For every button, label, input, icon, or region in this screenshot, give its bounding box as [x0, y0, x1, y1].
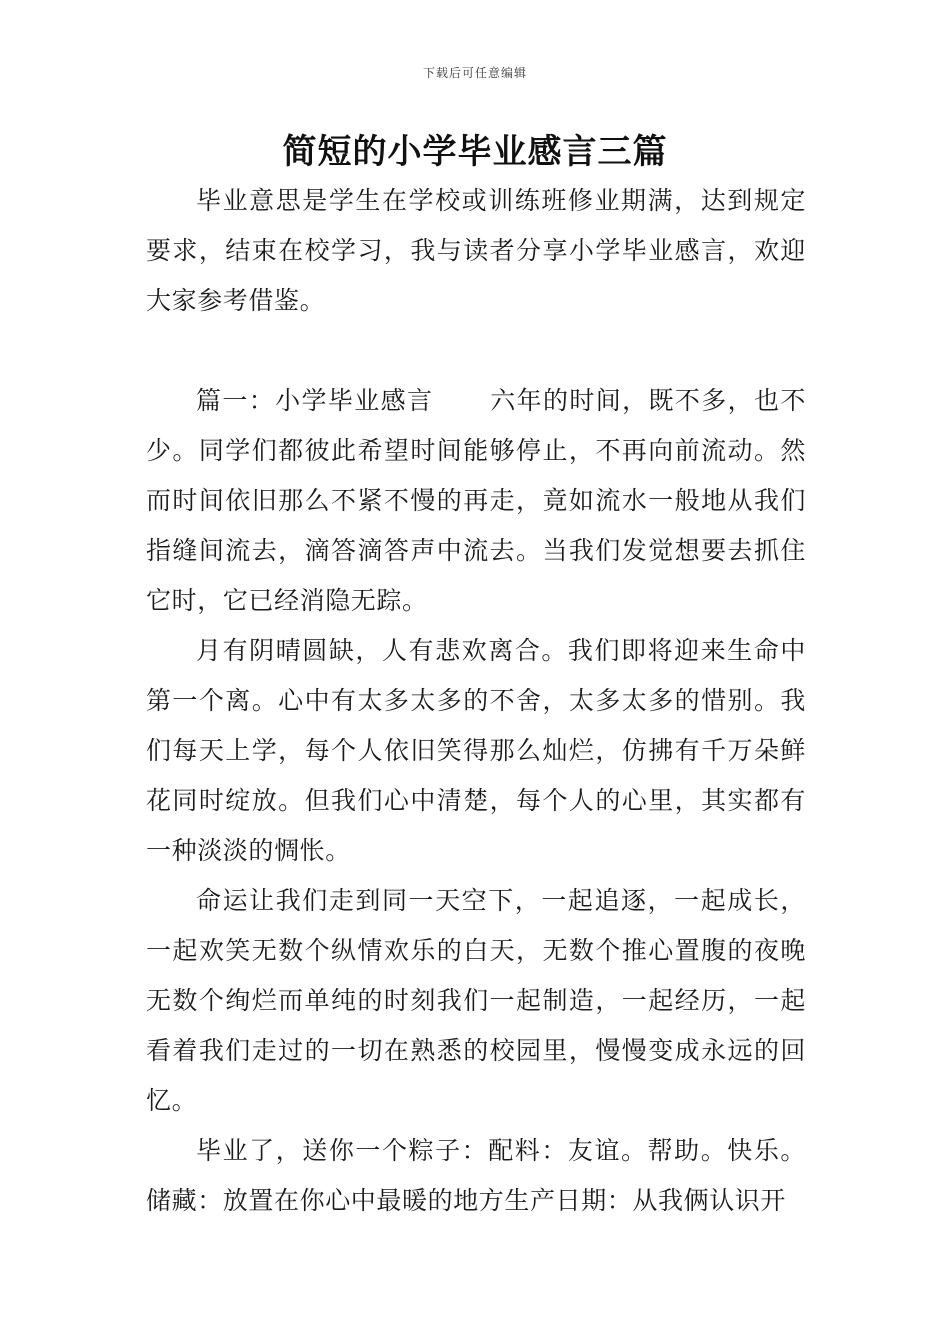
body-paragraph-2: 命运让我们走到同一天空下，一起追逐，一起成长，一起欢笑无数个纵情欢乐的白天，无数个推心置腹的夜晚无数个绚烂而单纯的时刻我们一起制造，一起经历，一起看着我们走过的一切在熟悉的校园里，慢慢变成永远的回忆。 — [146, 886, 806, 1115]
document-body — [146, 176, 806, 1226]
header-note: 下载后可任意编辑 — [422, 66, 527, 80]
section-1-heading: 篇一：小学毕业感言 — [196, 386, 434, 415]
section-1-first-text: 六年的时间，既不多，也不少。同学们都彼此希望时间能够停止，不再向前流动。然而时间依旧那么不紧不慢的再走，竟如流水一般地从我们指缝间流去，滴答滴答声中流去。当我们发觉想要去抓住它时，它已经消隐无踪。 — [146, 386, 807, 615]
body-paragraph-3: 毕业了，送你一个粽子：配料：友谊。帮助。快乐。储藏：放置在你心中最暖的地方生产日期：从我俩认识开 — [146, 1136, 806, 1215]
body-paragraph-1: 月有阴晴圆缺，人有悲欢离合。我们即将迎来生命中第一个离。心中有太多太多的不舍，太多太多的惜别。我们每天上学，每个人依旧笑得那么灿烂，仿拂有千万朵鲜花同时绽放。但我们心中清楚，每个人的心里，其实都有一种淡淡的惆怅。 — [146, 636, 806, 865]
document-title: 简短的小学毕业感言三篇 — [282, 132, 668, 172]
section-1-paragraph — [146, 376, 806, 626]
intro-paragraph: 毕业意思是学生在学校或训练班修业期满，达到规定要求，结束在校学习，我与读者分享小学毕业感言，欢迎大家参考借鉴。 — [146, 186, 806, 315]
